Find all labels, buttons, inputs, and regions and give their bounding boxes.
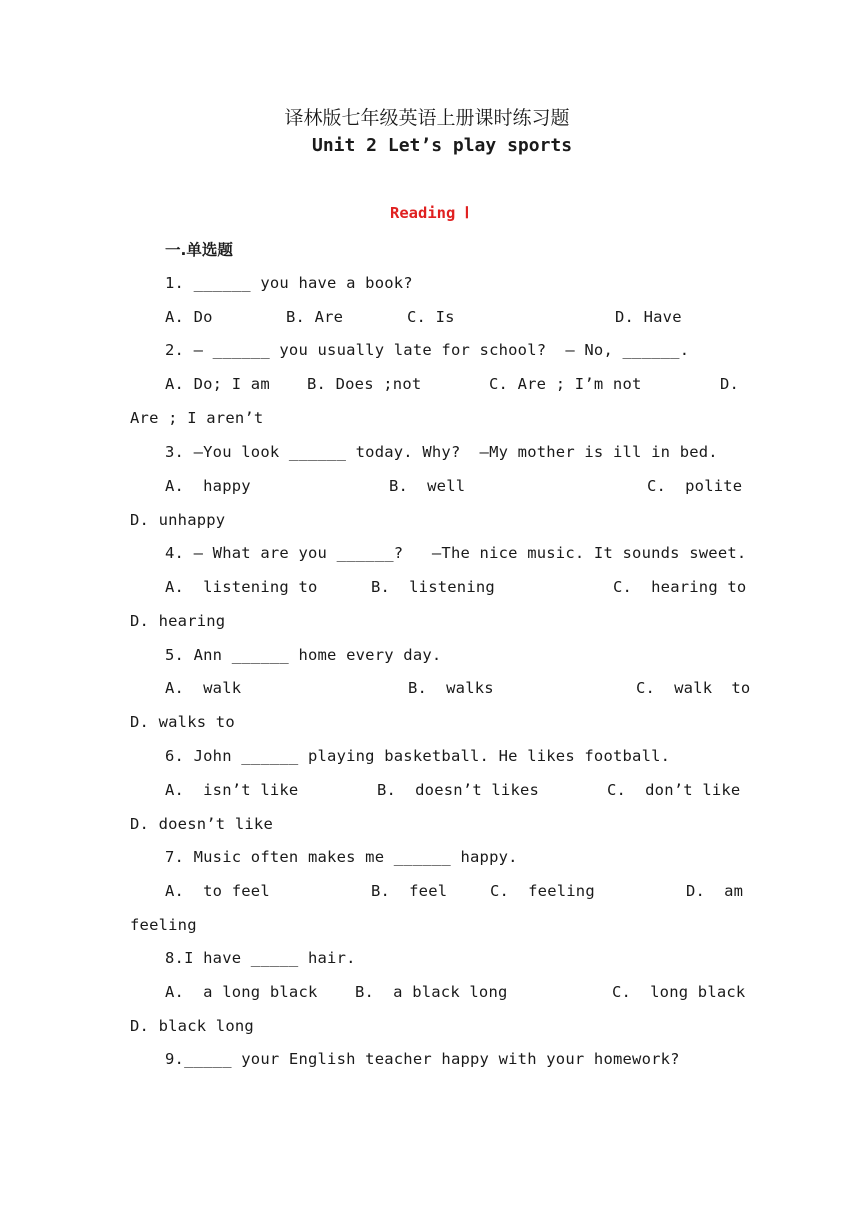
option-3b: B. well [389,477,466,495]
option-5b: B. walks [408,679,494,697]
option-7d-label: D. am [686,882,744,900]
option-7b: B. feel [371,882,448,900]
question-7: 7. Music often makes me ______ happy. [165,848,518,866]
option-8c: C. long black [612,983,746,1001]
question-8: 8.I have _____ hair. [165,949,356,967]
option-1a: A. Do [165,308,213,326]
option-5a: A. walk [165,679,242,697]
option-8b: B. a black long [355,983,508,1001]
option-1b: B. Are [286,308,344,326]
option-8d: D. black long [130,1017,254,1035]
option-2b: B. Does ;not [307,375,422,393]
option-1c: C. Is [407,308,455,326]
option-2a: A. Do; I am [165,375,270,393]
question-6: 6. John ______ playing basketball. He likes football. [165,747,671,765]
option-4d: D. hearing [130,612,226,630]
option-5c: C. walk to [636,679,751,697]
option-4b: B. listening [371,578,495,596]
option-7c: C. feeling [490,882,595,900]
option-6b: B. doesn’t likes [377,781,540,799]
option-6c: C. don’t like [607,781,741,799]
question-1: 1. ______ you have a book? [165,274,413,292]
option-2d: Are ; I aren’t [130,409,264,427]
part-heading: 一.单选题 [165,241,233,259]
chinese-title: 译林版七年级英语上册课时练习题 [284,107,570,129]
option-3a: A. happy [165,477,251,495]
option-4c: C. hearing to [613,578,747,596]
question-5: 5. Ann ______ home every day. [165,646,442,664]
option-2d-label: D. [720,375,740,393]
option-7d: feeling [130,916,197,934]
option-1d: D. Have [615,308,682,326]
section-heading: Reading Ⅰ [390,204,470,222]
option-6d: D. doesn’t like [130,815,273,833]
option-2c: C. Are ; I’m not [489,375,642,393]
option-7a: A. to feel [165,882,270,900]
question-9: 9._____ your English teacher happy with your homework? [165,1050,680,1068]
question-3: 3. —You look ______ today. Why? —My mother is ill in bed. [165,443,718,461]
option-4a: A. listening to [165,578,318,596]
option-3d: D. unhappy [130,511,226,529]
question-2: 2. — ______ you usually late for school? — No, ______. [165,341,690,359]
option-3c: C. polite [647,477,743,495]
option-6a: A. isn’t like [165,781,299,799]
option-5d: D. walks to [130,713,235,731]
question-4: 4. — What are you ______? —The nice music. It sounds sweet. [165,544,747,562]
unit-title: Unit 2 Let’s play sports [312,135,573,156]
option-8a: A. a long black [165,983,318,1001]
